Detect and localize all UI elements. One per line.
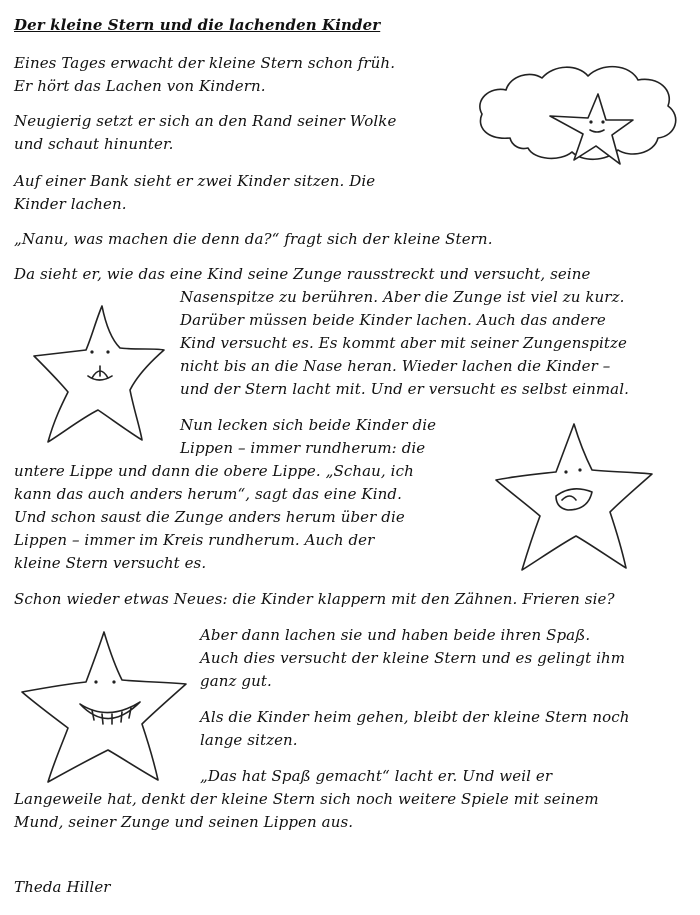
paragraph-8-line-1: Aber dann lachen sie und haben beide ihren Spaß. <box>200 626 591 644</box>
paragraph-6-line-5: Und schon saust die Zunge anders herum über die <box>14 508 405 526</box>
star-licking-lips-illustration <box>492 420 657 575</box>
story-title: Der kleine Stern und die lachenden Kinder <box>14 16 381 34</box>
paragraph-1-line-2: Er hört das Lachen von Kindern. <box>14 77 266 95</box>
paragraph-5-line-6: und der Stern lacht mit. Und er versucht es selbst einmal. <box>180 380 629 398</box>
paragraph-5-line-1: Da sieht er, wie das eine Kind seine Zunge rausstreckt und versucht, seine <box>14 265 591 283</box>
paragraph-2-line-1: Neugierig setzt er sich an den Rand seiner Wolke <box>14 112 397 130</box>
star-on-cloud-illustration <box>470 50 685 175</box>
paragraph-6-line-3: untere Lippe und dann die obere Lippe. „Schau, ich <box>14 462 414 480</box>
paragraph-7-line-1: Schon wieder etwas Neues: die Kinder klappern mit den Zähnen. Frieren sie? <box>14 590 615 608</box>
paragraph-5-line-3: Darüber müssen beide Kinder lachen. Auch das andere <box>180 311 606 329</box>
paragraph-5-line-2: Nasenspitze zu berühren. Aber die Zunge ist viel zu kurz. <box>180 288 625 306</box>
paragraph-5-line-5: nicht bis an die Nase heran. Wieder lachen die Kinder – <box>180 357 611 375</box>
star-teeth-smile-illustration <box>18 628 190 786</box>
paragraph-10-line-1: „Das hat Spaß gemacht“ lacht er. Und weil er <box>200 767 553 785</box>
star-tongue-illustration <box>30 300 170 450</box>
paragraph-3-line-1: Auf einer Bank sieht er zwei Kinder sitzen. Die <box>14 172 376 190</box>
paragraph-10-line-2: Langeweile hat, denkt der kleine Stern sich noch weitere Spiele mit seinem <box>14 790 599 808</box>
paragraph-2-line-2: und schaut hinunter. <box>14 135 174 153</box>
paragraph-5-line-4: Kind versucht es. Es kommt aber mit seiner Zungenspitze <box>180 334 627 352</box>
paragraph-6-line-7: kleine Stern versucht es. <box>14 554 207 572</box>
paragraph-9-line-2: lange sitzen. <box>200 731 298 749</box>
paragraph-8-line-2: Auch dies versucht der kleine Stern und es gelingt ihm <box>200 649 626 667</box>
paragraph-4-line-1: „Nanu, was machen die denn da?“ fragt sich der kleine Stern. <box>14 230 493 248</box>
paragraph-6-line-6: Lippen – immer im Kreis rundherum. Auch der <box>14 531 375 549</box>
paragraph-1-line-1: Eines Tages erwacht der kleine Stern schon früh. <box>14 54 396 72</box>
paragraph-9-line-1: Als die Kinder heim gehen, bleibt der kleine Stern noch <box>200 708 630 726</box>
paragraph-3-line-2: Kinder lachen. <box>14 195 127 213</box>
author-signature: Theda Hiller <box>14 878 111 896</box>
paragraph-6-line-4: kann das auch anders herum“, sagt das eine Kind. <box>14 485 402 503</box>
paragraph-6-line-1: Nun lecken sich beide Kinder die <box>180 416 437 434</box>
paragraph-8-line-3: ganz gut. <box>200 672 272 690</box>
paragraph-6-line-2: Lippen – immer rundherum: die <box>180 439 426 457</box>
paragraph-10-line-3: Mund, seiner Zunge und seinen Lippen aus. <box>14 813 354 831</box>
